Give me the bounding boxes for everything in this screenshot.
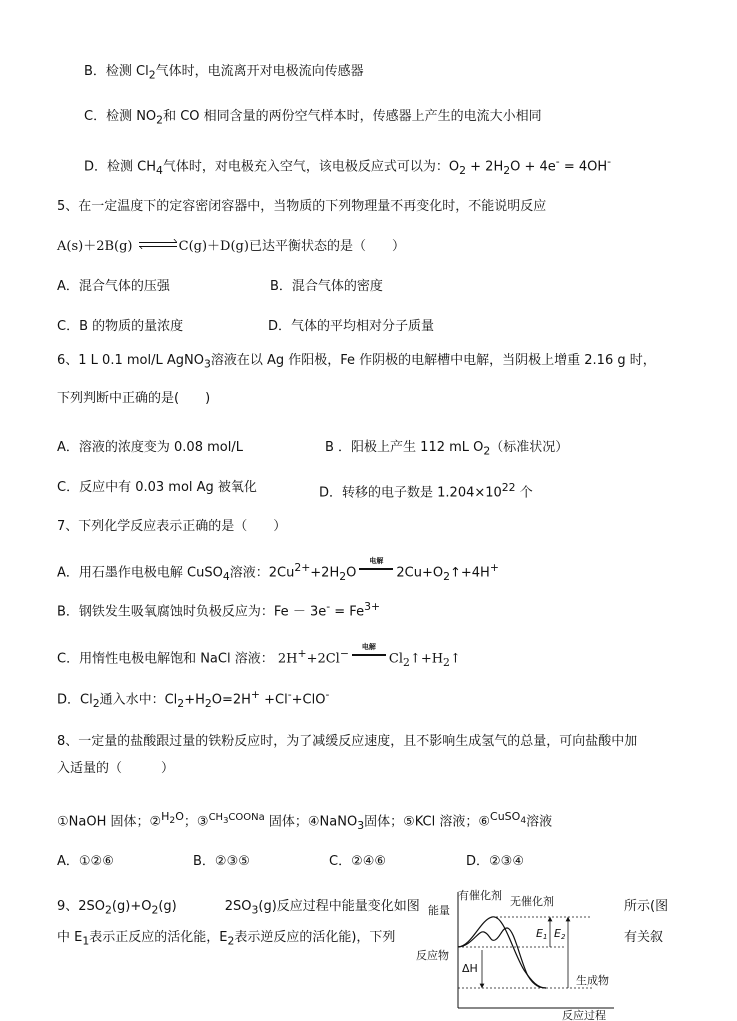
energy-profile-diagram	[412, 880, 622, 1021]
q5-option-d: D．气体的平均相对分子质量	[268, 319, 435, 334]
catalyst-curve	[458, 928, 546, 988]
q8-stem: 8、一定量的盐酸跟过量的铁粉反应时，为了减缓反应速度，且不影响生成氢气的总量，可向盐酸中加	[57, 734, 638, 749]
q9-stem-line2-tail: 有关叙	[624, 930, 664, 945]
label-x-axis: 反应过程	[562, 1009, 606, 1021]
q5-option-c: C．B 的物质的量浓度	[57, 319, 184, 334]
no-catalyst-curve	[458, 917, 546, 988]
q5-stem: 5、在一定温度下的定容密闭容器中，当物质的下列物理量不再变化时，不能说明反应	[57, 199, 547, 214]
q6-stem: 6、1 L 0.1 mol/L AgNO$_3$溶液在以 Ag 作阳极，Fe 作阴极的电解槽中电解，当阴极上增重 2.16 g 时，	[57, 353, 656, 371]
q8-items: ①NaOH 固体；②$^{H_2O}$；③$^{CH_3COONa}$ 固体；④NaNO$_3$固体；⑤KCl 溶液；⑥$^{CuSO_4}$溶液	[57, 810, 553, 832]
q4-option-b: B．检测 $Cl_2$气体时，电流离开对电极流向传感器	[84, 64, 364, 82]
label-dh: ΔH	[462, 962, 478, 975]
q8-option-b: B．②③⑤	[193, 854, 250, 869]
q8-option-d: D．②③④	[466, 854, 524, 869]
q6-stem-line2: 下列判断中正确的是( )	[57, 391, 211, 406]
q4-option-d: D．检测 $CH_4$气体时，对电极充入空气，该电极反应式可以为：$O_2 + 2H_2O + 4e^- = 4OH^-$	[84, 155, 612, 177]
q7-option-d: D．$Cl_2$通入水中：$Cl_2+H_2O=2H^+ +Cl^-+ClO^-$	[57, 688, 330, 710]
q6-option-a: A．溶液的浓度变为 0.08 mol/L	[57, 440, 243, 455]
equilibrium-arrow-icon	[137, 238, 179, 252]
q7-option-c: C．用惰性电极电解饱和 NaCl 溶液： 2H++2Cl− 电解 $Cl_2↑+H_2↑$	[57, 643, 461, 669]
q8-option-a: A．①②⑥	[57, 854, 114, 869]
q6-option-b: B ．阳极上产生 112 mL $O_2$（标准状况）	[325, 440, 569, 458]
q5-option-a: A．混合气体的压强	[57, 279, 170, 294]
label-products: 生成物	[576, 974, 609, 987]
electrolysis-arrow-icon: 电解	[356, 562, 396, 580]
label-no-catalyst: 无催化剂	[510, 895, 554, 908]
q9-stem-tail: 所示(图	[624, 899, 669, 914]
q4-option-c: C．检测 $NO_2$和 CO 相同含量的两份空气样本时，传感器上产生的电流大小相同	[84, 109, 542, 127]
q7-stem: 7、下列化学反应表示正确的是（ ）	[57, 519, 287, 534]
q9-stem-line2: 中 $E_1$表示正反应的活化能，$E_2$表示逆反应的活化能)，下列	[57, 930, 396, 948]
label-e1: E1	[536, 927, 548, 941]
q8-option-c: C．②④⑥	[329, 854, 387, 869]
q7-option-a: A．用石墨作电极电解 CuSO$_4$溶液：$2Cu^{2+}+2H_2O$ 电解 $2Cu+O_2↑+4H^+$	[57, 557, 499, 583]
q5-option-b: B．混合气体的密度	[270, 279, 383, 294]
label-catalyst: 有催化剂	[458, 889, 502, 902]
label-reactants: 反应物	[416, 949, 449, 962]
q5-equation: A(s)＋2B(g) C(g)＋D(g)已达平衡状态的是（ ）	[57, 239, 405, 254]
q7-option-b: B．钢铁发生吸氧腐蚀时负极反应为：$Fe - 3e^- = Fe^{3+}$	[57, 600, 381, 620]
electrolysis-arrow-icon: 电解	[349, 648, 389, 666]
q6-option-d: D．转移的电子数是 $1.204\times 10^{22}$ 个	[319, 481, 533, 501]
label-e2: E2	[554, 927, 566, 941]
q8-stem-line2: 入适量的（ ）	[57, 761, 175, 776]
label-energy: 能量	[428, 904, 450, 917]
q9-stem: 9、$2SO_2(g)+O_2(g)$ $2SO_3(g)$反应过程中能量变化如图	[57, 899, 420, 917]
q6-option-c: C．反应中有 0.03 mol Ag 被氧化	[57, 480, 257, 495]
